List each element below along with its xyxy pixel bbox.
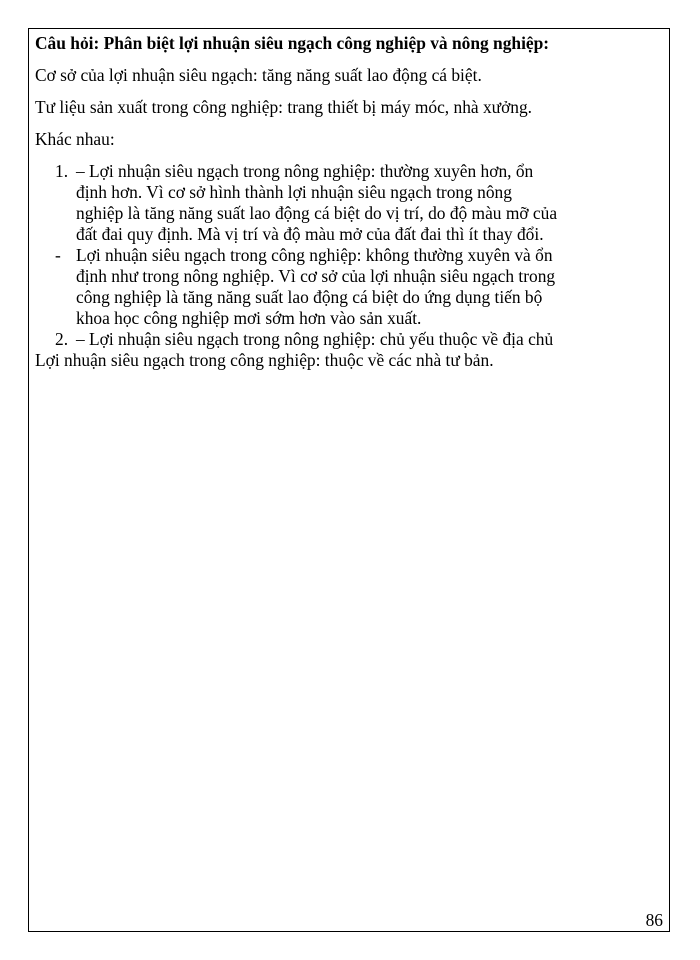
list-item-line: khoa học công nghiệp mơi sớm hơn vào sản xuất. <box>76 308 422 328</box>
list-item-line: đất đai quy định. Mà vị trí và độ màu mở của đất đai thì ít thay đổi. <box>76 224 544 244</box>
paragraph-means-of-production: Tư liệu sản xuất trong công nghiệp: trang thiết bị máy móc, nhà xưởng. <box>35 97 533 117</box>
paragraph-differences-heading: Khác nhau: <box>35 129 115 149</box>
document-title: Câu hỏi: Phân biệt lợi nhuận siêu ngạch công nghiệp và nông nghiệp: <box>35 33 550 53</box>
list-item-2 <box>35 329 665 350</box>
list-item-line: công nghiệp là tăng năng suất lao động cá biệt do ứng dụng tiến bộ <box>76 287 543 307</box>
list-item-line: – Lợi nhuận siêu ngạch trong nông nghiệp: thường xuyên hơn, ổn <box>76 161 534 181</box>
list-marker: 2. <box>55 329 69 349</box>
page-number: 86 <box>645 910 663 930</box>
list-item-line: định như trong nông nghiệp. Vì cơ sở của lợi nhuận siêu ngạch trong <box>76 266 556 286</box>
list-item-line: định hơn. Vì cơ sở hình thành lợi nhuận siêu ngạch trong nông <box>76 182 512 202</box>
list-marker: - <box>55 245 61 265</box>
list-item-dash <box>35 245 665 329</box>
list-item-line: nghiệp là tăng năng suất lao động cá biệt do vị trí, do độ màu mỡ của <box>76 203 558 223</box>
list-item-line: – Lợi nhuận siêu ngạch trong nông nghiệp: chủ yếu thuộc về địa chủ <box>76 329 554 349</box>
closing-line: Lợi nhuận siêu ngạch trong công nghiệp: thuộc về các nhà tư bản. <box>35 350 494 370</box>
list-item-1 <box>35 161 665 245</box>
list-item-line: Lợi nhuận siêu ngạch trong công nghiệp: không thường xuyên và ổn <box>76 245 553 265</box>
page-frame <box>28 28 670 932</box>
document-body <box>35 33 665 371</box>
list-marker: 1. <box>55 161 69 181</box>
paragraph-basis: Cơ sở của lợi nhuận siêu ngạch: tăng năng suất lao động cá biệt. <box>35 65 482 85</box>
differences-list <box>35 161 665 350</box>
